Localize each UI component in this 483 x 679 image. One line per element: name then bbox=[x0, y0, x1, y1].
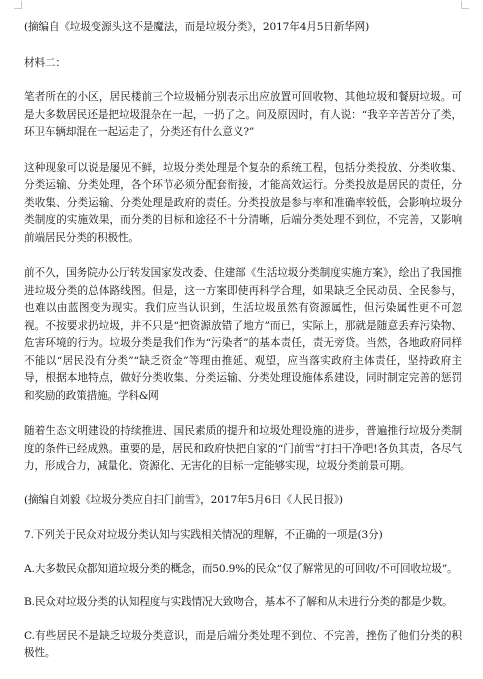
paragraph-4: 随着生态文明建设的持续推进、国民素质的提升和垃圾处理设施的进步，普遍推行垃圾分类制度的条件已经成熟。重要的是，居民和政府快把自家的“门前雪”打扫干净吧!各负其责，各尽气力，形成合力，减量化、资源化、无害化的目标一定能够实现，垃圾分类前景可期。 bbox=[24, 425, 462, 472]
paragraph-1: 笔者所在的小区，居民楼前三个垃圾桶分别表示出应放置可回收物、其他垃圾和餐厨垃圾。可是大多数居民还是把垃圾混杂在一起，一扔了之。问及原因时，有人说：“我辛辛苦苦分了类，环卫车辆却混在一起运走了，分类还有什么意义?” bbox=[24, 91, 462, 138]
source-citation-2: (摘编自刘毅《垃圾分类应自扫门前雪》，2017年5月6日《人民日报》) bbox=[24, 493, 343, 506]
option-b: B.民众对垃圾分类的认知程度与实践情况大致吻合，基本不了解和从未进行分类的都是少数。 bbox=[24, 596, 453, 608]
option-a: A.大多数民众都知道垃圾分类的概念，而50.9%的民众“仅了解常见的可回收/不可回收垃圾”。 bbox=[24, 562, 458, 575]
question-7: 7.下列关于民众对垃圾分类认知与实践相关情况的理解，不正确的一项是(3分) bbox=[24, 529, 383, 541]
material-heading: 材料二： bbox=[24, 56, 66, 69]
paragraph-3: 前不久，国务院办公厅转发国家发改委、住建部《生活垃圾分类制度实施方案》，绘出了我国推进垃圾分类的总体路线图。但是，这一方案即使再科学合理，如果缺乏全民动员、全民参与，也难以由蓝图变为现实。我们应当认识到，生活垃圾虽然有资源属性，但污染属性更不可忽视。不按要求扔垃圾，并不只是“把资源放错了地方”而已，实际上，那就是随意丢弃污染物、危害环境的行为。垃圾分类是我们作为“污染者”的基本责任，责无旁贷。当然，各地政府同样不能以“居民没有分类”“缺乏资金”等理由推延、观望，应当落实政府主体责任，坚持政府主导，根据本地特点，做好分类收集、分类运输、分类处理设施体系建设，同时制定完善的惩罚和奖励的政策措施。学科&网 bbox=[24, 267, 462, 402]
page-corner-mark-left bbox=[14, 1, 22, 9]
document-body bbox=[24, 19, 462, 679]
paragraph-2: 这种现象可以说是屡见不鲜，垃圾分类处理是个复杂的系统工程，包括分类投放、分类收集、分类运输、分类处理，各个环节必须分配套衔接，才能高效运行。分类投放是居民的责任，分类收集、分类运输、分类处理是政府的责任。分类投放是参与率和准确率较低，会影响垃圾分类制度的实施效果，而分类的目标和途径不十分清晰，后端分类处理不到位，不完善，又影响前端居民分类的积极性。 bbox=[24, 161, 462, 244]
page-corner-mark-right bbox=[461, 1, 469, 9]
option-c: C.有些居民不是缺乏垃圾分类意识，而是后端分类处理不到位、不完善，挫伤了他们分类的积极性。 bbox=[24, 629, 462, 659]
source-citation-1: (摘编自《垃圾变源头这不是魔法，而是垃圾分类》，2017年4月5日新华网) bbox=[24, 21, 370, 33]
